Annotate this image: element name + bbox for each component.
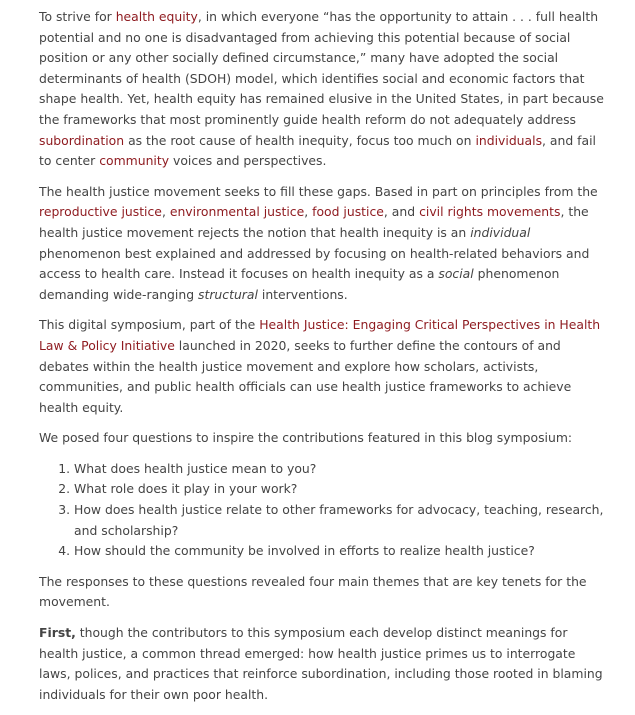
questions-list: [39, 459, 605, 562]
health-justice-initiative-link[interactable]: Health Justice: Engaging Critical Perspectives in Health Law & Policy Initiative: [39, 317, 601, 353]
first-theme-paragraph: First, though the contributors to this symposium each develop distinct meanings for health justice, a common thread emerged: how health justice primes us to interrogate laws, polices, and practices that reinforce subordination, including those rooted in blaming individuals for their own poor health.: [39, 625, 603, 702]
environmental-justice-link[interactable]: environmental justice: [169, 204, 305, 220]
community-link[interactable]: community: [99, 153, 170, 169]
reproductive-justice-link[interactable]: reproductive justice: [39, 204, 162, 220]
intro-paragraph: To strive for health equity, in which everyone “has the opportunity to attain . . . full health potential and no one is disadvantaged from achieving this potential because of social position or any other socially defined circumstance,” many have adopted the social determinants of health (SDOH) model, which identifies social and economic factors that shape health. Yet, health equity has remained elusive in the United States, in part because the frameworks that most prominently guide health reform do not adequately address subordination as the root cause of health inequity, focus too much on individuals, and fail to center community voices and perspectives.: [39, 9, 604, 169]
list-item: 1. What does health justice mean to you?: [74, 459, 605, 480]
food-justice-link[interactable]: food justice: [312, 204, 384, 220]
movement-paragraph: The health justice movement seeks to fill these gaps. Based in part on principles from the reproductive justice, environmental justice, food justice, and civil rights movements, the health justice movement rejects the notion that health inequity is an individual phenomenon best explained and addressed by focusing on health-related behaviors and access to health care. Instead it focuses on health inequity as a social phenomenon demanding wide-ranging structural interventions.: [39, 183, 598, 302]
subordination-link[interactable]: subordination: [39, 132, 125, 148]
list-item: 2. What role does it play in your work?: [74, 479, 605, 500]
health-equity-link[interactable]: health equity: [115, 9, 198, 24]
article-body: [39, 7, 605, 715]
symposium-paragraph: This digital symposium, part of the Health Justice: Engaging Critical Perspectives in Health Law & Policy Initiative launched in 2020, seeks to further define the contours of and debates within the health justice movement and explore how scholars, activists, communities, and public health officials can use health justice frameworks to achieve health equity.: [39, 317, 601, 415]
questions-intro: We posed four questions to inspire the contributions featured in this blog symposium:: [39, 430, 573, 446]
civil-rights-movements-link[interactable]: civil rights movements: [419, 204, 561, 220]
individuals-link[interactable]: individuals: [475, 132, 543, 148]
list-item: 4. How should the community be involved in efforts to realize health justice?: [74, 541, 605, 562]
themes-paragraph: The responses to these questions revealed four main themes that are key tenets for the movement.: [39, 573, 587, 610]
list-item: 3. How does health justice relate to other frameworks for advocacy, teaching, research, and scholarship?: [74, 500, 605, 541]
